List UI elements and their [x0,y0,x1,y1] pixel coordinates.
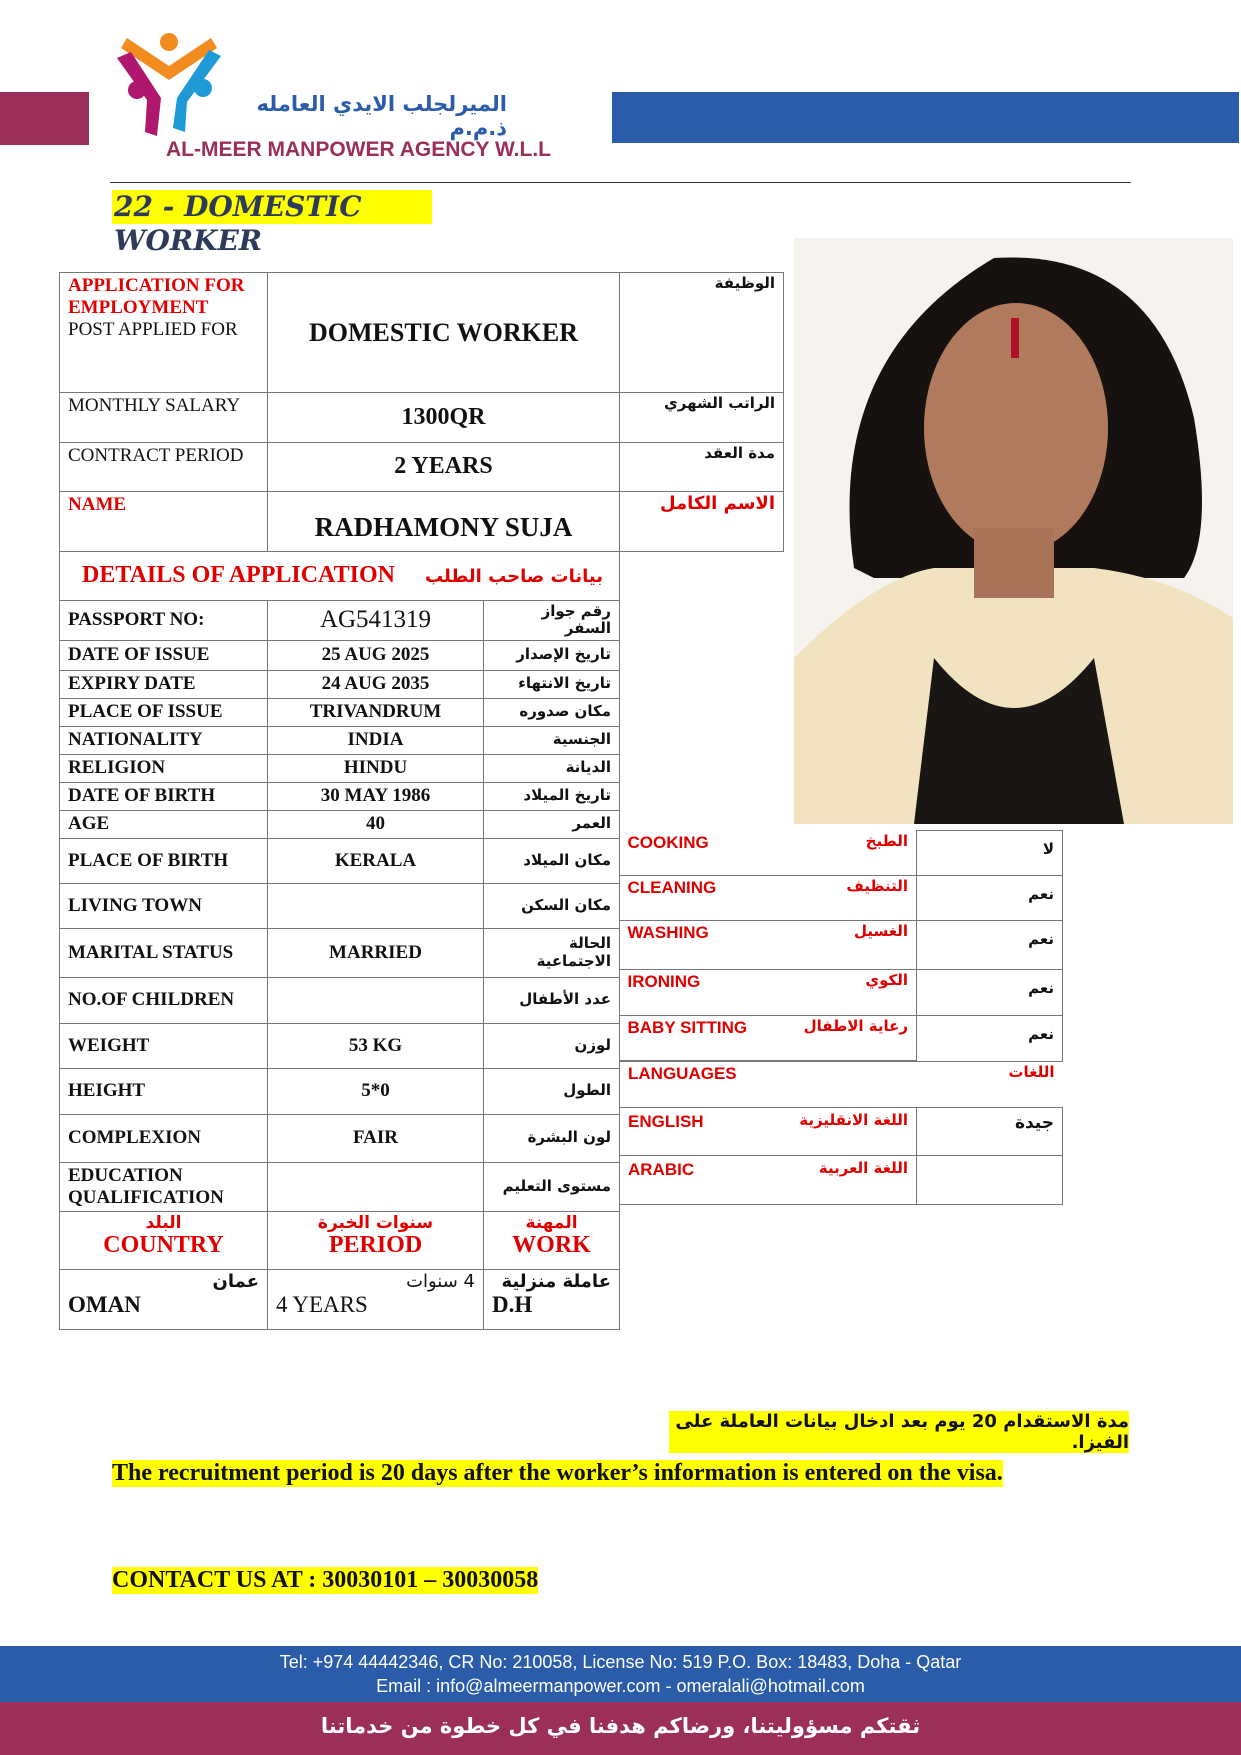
details-row [60,1023,620,1068]
name-label: NAME [60,492,268,552]
field-value: 53 KG [268,1023,484,1068]
language-name: ARABIC [628,1159,695,1179]
field-value: 30 MAY 1986 [268,782,484,810]
skill-value: نعم [917,921,1063,970]
field-label-ar: تاريخ الانتهاء [484,670,620,698]
page-title: 22 - DOMESTIC WORKER [112,190,432,224]
skill-name: IRONING [627,971,701,991]
details-row [60,640,620,670]
skill-value: لا [917,831,1063,876]
salary-label: MONTHLY SALARY [60,393,268,443]
skill-name-ar: الكوي [865,970,908,989]
skill-name: COOKING [627,832,709,852]
details-row [60,838,620,883]
footer-slogan-bar [0,1702,1241,1755]
details-row [60,782,620,810]
field-label-ar: تاريخ الإصدار [484,640,620,670]
language-row [620,1107,1063,1155]
skill-name: CLEANING [627,877,717,897]
language-name-ar: اللغة العربية [818,1158,908,1177]
skill-row [620,876,1063,921]
field-value: 40 [268,810,484,838]
field-label: EDUCATION QUALIFICATION [60,1162,268,1211]
work-ar: عاملة منزلية [501,1270,611,1292]
skill-name-ar: التنظيف [846,876,908,895]
details-heading: DETAILS OF APPLICATION [82,562,395,589]
field-value [268,883,484,928]
languages-heading: LANGUAGES [628,1063,737,1083]
contract-label-ar: مدة العقد [620,443,784,492]
skill-row [620,831,1063,876]
field-label-ar: رقم جواز السفر [484,601,620,641]
footer-line-1: Tel: +974 44442346, CR No: 210058, License No: 519 P.O. Box: 18483, Doha - Qatar [279,1652,962,1672]
field-label: HEIGHT [60,1068,268,1114]
post-value: DOMESTIC WORKER [268,273,620,393]
experience-row [60,1269,620,1329]
details-row [60,670,620,698]
name-value: RADHAMONY SUJA [268,492,620,552]
post-applied-label: POST APPLIED FOR [68,318,238,340]
field-value: KERALA [268,838,484,883]
application-label: APPLICATION FOR EMPLOYMENT [68,275,245,318]
field-label: PLACE OF BIRTH [60,838,268,883]
field-label: DATE OF ISSUE [60,640,268,670]
field-label: PASSPORT NO: [60,601,268,641]
details-row [60,810,620,838]
skill-value: نعم [917,876,1063,921]
details-row [60,726,620,754]
details-heading-ar: بيانات صاحب الطلب [424,566,603,588]
field-value [268,1162,484,1211]
contract-value: 2 YEARS [268,443,620,492]
skill-name: BABY SITTING [627,1017,748,1037]
skill-row [620,970,1063,1016]
field-value: MARRIED [268,928,484,977]
contract-label: CONTRACT PERIOD [60,443,268,492]
field-value: 24 AUG 2035 [268,670,484,698]
company-name-english: AL-MEER MANPOWER AGENCY W.L.L [166,138,551,161]
skill-name: WASHING [627,922,709,942]
field-label: MARITAL STATUS [60,928,268,977]
footer-email: Email : info@almeermanpower.com - omeralali@hotmail.com [376,1676,865,1696]
company-name-arabic: الميرلجلب الايدي العامله ذ.م.م [256,92,507,140]
exp-header-ar: سنوات الخبرة [317,1212,434,1233]
field-label-ar: مكان الميلاد [484,838,620,883]
language-name-ar: اللغة الانقليزية [799,1110,908,1129]
skill-name-ar: الطبخ [865,831,908,850]
field-value: 5*0 [268,1068,484,1114]
language-level: جيدة [917,1107,1063,1155]
details-table [59,551,620,1330]
exp-header: COUNTRY [103,1232,224,1259]
skills-table [619,830,1063,1205]
field-label-ar: لون البشرة [484,1114,620,1162]
field-label-ar: مكان صدوره [484,698,620,726]
field-label-ar: تاريخ الميلاد [484,782,620,810]
field-label: EXPIRY DATE [60,670,268,698]
field-label-ar: مستوى التعليم [484,1162,620,1211]
footer-contact-bar [0,1646,1241,1702]
field-label-ar: الديانة [484,754,620,782]
field-value: HINDU [268,754,484,782]
details-row [60,1068,620,1114]
field-label: RELIGION [60,754,268,782]
country: OMAN [68,1292,141,1318]
field-label-ar: الحالة الاجتماعية [484,928,620,977]
details-row [60,977,620,1023]
field-label-ar: الجنسية [484,726,620,754]
field-value: FAIR [268,1114,484,1162]
field-value: TRIVANDRUM [268,698,484,726]
maroon-header-block [0,92,89,145]
skill-row [620,921,1063,970]
details-row [60,883,620,928]
blue-header-bar [612,92,1239,143]
details-row [60,1162,620,1211]
salary-label-ar: الراتب الشهري [620,393,784,443]
recruitment-note-ar: مدة الاستقدام 20 يوم بعد ادخال بيانات العاملة على الفيزا. [669,1411,1129,1453]
field-label-ar: مكان السكن [484,883,620,928]
skill-row [620,1016,1063,1062]
skill-name-ar: الغسيل [853,921,908,940]
language-level [917,1155,1063,1204]
skill-value: نعم [917,1016,1063,1062]
applicant-photo [794,238,1233,824]
recruitment-note-en: The recruitment period is 20 days after the worker’s information is entered on the visa. [112,1460,1003,1486]
exp-header: WORK [512,1232,591,1259]
field-value: 25 AUG 2025 [268,640,484,670]
header-divider [110,182,1131,183]
exp-header-ar: المهنة [525,1212,578,1233]
field-value: INDIA [268,726,484,754]
field-label: AGE [60,810,268,838]
period-ar: 4 سنوات [406,1270,475,1292]
field-label: NATIONALITY [60,726,268,754]
period: 4 YEARS [276,1292,368,1318]
post-label-ar: الوظيفة [620,273,784,393]
exp-header-ar: البلد [145,1212,182,1233]
field-label-ar: العمر [484,810,620,838]
field-label: PLACE OF ISSUE [60,698,268,726]
work: D.H [492,1292,533,1318]
skill-name-ar: رعاية الاطفال [803,1016,908,1035]
details-row [60,1114,620,1162]
post-table [59,272,784,552]
field-label-ar: لوزن [484,1023,620,1068]
skill-value: نعم [917,970,1063,1016]
contact-numbers: CONTACT US AT : 30030101 – 30030058 [112,1567,539,1593]
exp-header: PERIOD [328,1232,423,1259]
field-label: WEIGHT [60,1023,268,1068]
field-label: DATE OF BIRTH [60,782,268,810]
field-label-ar: عدد الأطفال [484,977,620,1023]
language-name: ENGLISH [628,1111,704,1131]
salary-value: 1300QR [268,393,620,443]
name-label-ar: الاسم الكامل [620,492,784,552]
footer-slogan: ثقتكم مسؤوليتنا، ورضاكم هدفنا في كل خطوة من خدماتنا [320,1714,921,1738]
language-row [620,1155,1063,1204]
details-row [60,601,620,641]
field-label: COMPLEXION [60,1114,268,1162]
details-row [60,754,620,782]
field-value [268,977,484,1023]
field-label: LIVING TOWN [60,883,268,928]
field-value: AG541319 [268,601,484,641]
country-ar: عمان [212,1270,259,1292]
details-row [60,928,620,977]
field-label-ar: الطول [484,1068,620,1114]
field-label: NO.OF CHILDREN [60,977,268,1023]
details-row [60,698,620,726]
languages-heading-ar: اللغات [1008,1062,1055,1081]
